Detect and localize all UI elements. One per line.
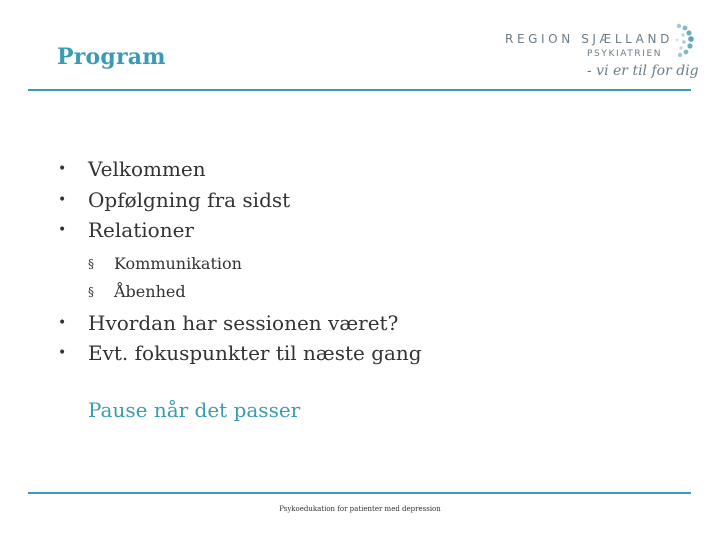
footer-divider <box>28 492 691 494</box>
pause-note: Pause når det passer <box>88 398 301 422</box>
sub-list <box>58 246 698 308</box>
sub-list-item <box>58 250 698 278</box>
list-item <box>58 215 698 246</box>
section-bullet-icon: § <box>88 284 94 299</box>
list-item-text: Opfølgning fra sidst <box>88 187 291 212</box>
logo-dots-icon <box>665 22 697 62</box>
bullet-icon: • <box>58 161 67 177</box>
list-item <box>58 308 698 339</box>
sub-list-item-text: Åbenhed <box>114 281 186 301</box>
bullet-icon: • <box>58 314 67 331</box>
list-item-text: Hvordan har sessionen været? <box>88 310 399 335</box>
footer-text: Psykoedukation for patienter med depression <box>279 505 441 513</box>
bullet-icon: • <box>58 345 67 361</box>
bullet-icon: • <box>58 222 67 238</box>
logo <box>505 22 700 90</box>
logo-region-text: REGION SJÆLLAND <box>505 32 673 46</box>
sub-list-item <box>58 278 698 306</box>
logo-sub-text: PSYKIATRIEN <box>587 49 663 59</box>
list-item-text: Relationer <box>88 218 194 242</box>
section-bullet-icon: § <box>88 256 94 271</box>
sub-list-item-text: Kommunikation <box>114 253 242 273</box>
slide-content <box>58 154 698 369</box>
list-item <box>58 185 698 216</box>
page-title: Program <box>57 44 166 70</box>
list-item-text: Evt. fokuspunkter til næste gang <box>88 341 422 365</box>
list-item <box>58 338 698 369</box>
title-divider <box>28 89 691 91</box>
bullet-icon: • <box>58 191 67 208</box>
logo-slogan: - vi er til for dig <box>587 63 699 79</box>
list-item <box>58 154 698 185</box>
list-item-text: Velkommen <box>88 157 206 181</box>
